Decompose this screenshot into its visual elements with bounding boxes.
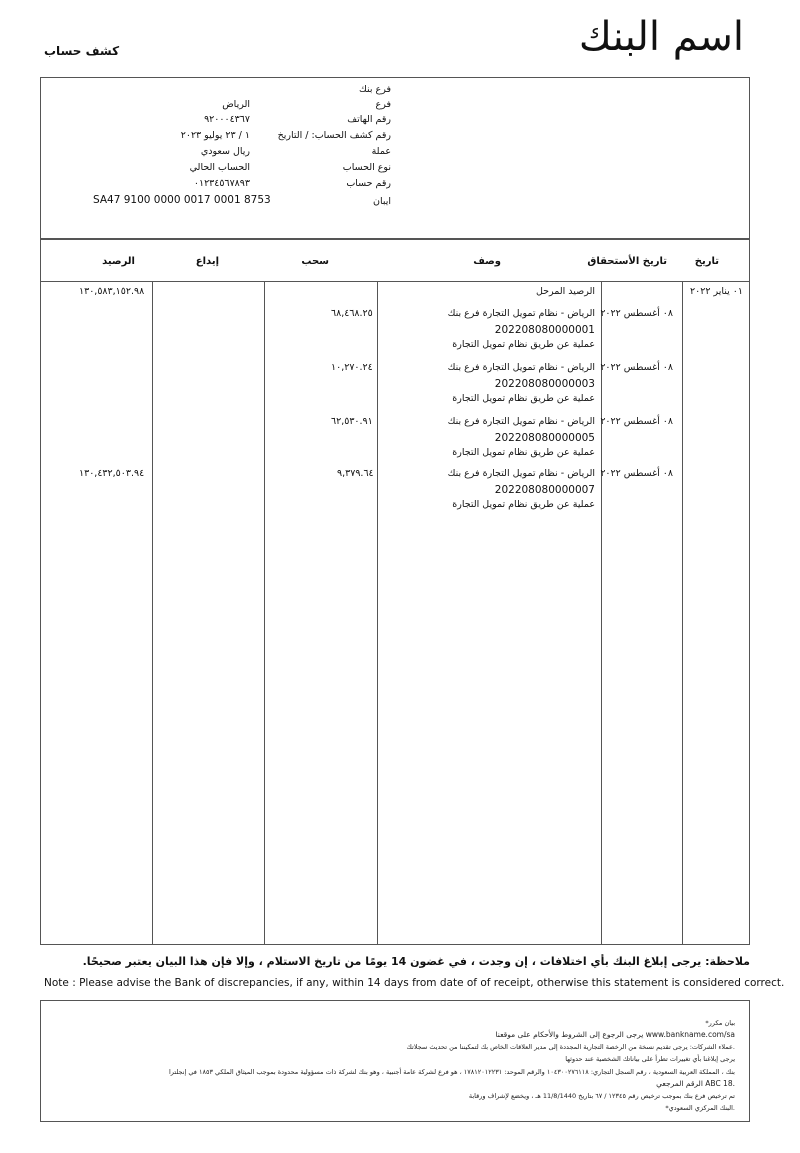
phone-value: ٩٢٠٠٠٤٣٦٧ [204, 114, 250, 125]
row-withdrawal: ٦٨,٤٦٨.٢٥ [331, 308, 373, 319]
column-divider [682, 282, 683, 944]
note-english: Note : Please advise the Bank of discrepancies, if any, within 14 days from date of of receipt, otherwise this statement is considered correct. [44, 977, 785, 989]
row-description: الرياض - نظام تمويل التجارة فرع بنك [447, 468, 595, 479]
footer-line: .عملاء الشركات: يرجى تقديم نسخة من الرخصة التجارية المجددة إلى مدير العلاقات الخاص بك لتمكيننا من تحديث سجلاتك [406, 1043, 735, 1051]
row-value-date: ٠٨ أغسطس ٢٠٢٢ [600, 362, 673, 373]
opening-balance: ١٣٠,٥٨٣,١٥٢.٩٨ [79, 286, 145, 297]
footer-box [40, 1000, 750, 1122]
statement-no-date-value: ١ / ٢٣ يوليو ٢٠٢٣ [180, 130, 250, 141]
footer-line: بيان مكرر* [705, 1019, 735, 1027]
header-value-date: تاريخ الأستحقاق [587, 256, 667, 267]
footer-line: .البنك المركزي السعودي* [665, 1104, 735, 1112]
column-divider [264, 282, 265, 944]
header-balance: الرصيد [102, 256, 135, 267]
footer-line: www.bankname.com/sa يرجى الرجوع إلى الشروط والأحكام على موقعنا [495, 1030, 735, 1039]
row-reference: 202208080000003 [494, 378, 595, 390]
header-deposit: إيداع [195, 256, 219, 267]
account-info-box [40, 77, 750, 239]
header-description: وصف [473, 256, 501, 267]
currency-value: ريال سعودي [200, 146, 250, 157]
account-no-label: رقم حساب [346, 178, 391, 189]
column-divider [377, 282, 378, 944]
row-value-date: ٠٨ أغسطس ٢٠٢٢ [600, 308, 673, 319]
footer-line: بنك ، المملكة العربية السعودية ، رقم السجل التجاري: ١٠٤٣٠٠٢٧٦١١٨ والرقم الموحد: ١٧٨١٢٠١٢٢٣١ ، هو فرع لشركة عامة أجنبية ، وهو بنك لشركة ذات مسؤولية محدودة بموجب الميثاق الملكي ١٨٥٣ في إنجلترا [169, 1068, 735, 1076]
row-balance: ١٣٠,٤٣٢,٥٠٣.٩٤ [79, 468, 145, 479]
row-reference: 202208080000005 [494, 432, 595, 444]
row-value-date: ٠٨ أغسطس ٢٠٢٢ [600, 468, 673, 479]
row-withdrawal: ٦٢,٥٣٠.٩١ [331, 416, 373, 427]
phone-label: رقم الهاتف [347, 114, 391, 125]
footer-line: يرجى إبلاغنا بأي تغييرات تطرأ على بياناتك الشخصية عند حدوثها [565, 1055, 735, 1063]
transactions-table [40, 239, 750, 945]
header-date: تاريخ [694, 256, 719, 267]
footer-line: تم ترخيص فرع بنك بموجب ترخيص رقم ١٢٣٤٥ / ٦٧ بتاريخ 11/8/1440 هـ ، ويخضع لإشراف ورقابة [468, 1092, 735, 1100]
row-description: الرياض - نظام تمويل التجارة فرع بنك [447, 308, 595, 319]
branch-value: الرياض [222, 99, 250, 110]
footer-line: .ABC 18 الرقم المرجعي [656, 1079, 735, 1088]
column-divider [601, 282, 602, 944]
bank-name: اسم البنك [578, 14, 744, 60]
note-arabic: ملاحظة: يرجى إبلاغ البنك بأي اختلافات ، إن وجدت ، في غضون 14 يومًا من تاريخ الاستلام ، وإلا فإن هذا البيان يعتبر صحيحًا. [82, 955, 750, 968]
opening-date: ٠١ يناير ٢٠٢٢ [690, 286, 743, 297]
document-title: كشف حساب [44, 44, 120, 58]
column-divider [152, 282, 153, 944]
iban-value: SA47 9100 0000 0017 0001 8753 [93, 194, 271, 206]
row-withdrawal: ١٠,٢٧٠.٢٤ [331, 362, 373, 373]
row-description-note: عملية عن طريق نظام تمويل التجارة [452, 339, 595, 350]
statement-no-date-label: رقم كشف الحساب: / التاريخ [277, 130, 391, 141]
account-no-value: ٠١٢٣٤٥٦٧٨٩٣ [193, 178, 250, 189]
row-reference: 202208080000001 [494, 324, 595, 336]
branch-name-label: فرع بنك [359, 84, 391, 95]
opening-description: الرصيد المرحل [535, 286, 595, 297]
account-type-value: الحساب الحالي [189, 162, 250, 173]
row-description: الرياض - نظام تمويل التجارة فرع بنك [447, 362, 595, 373]
header-withdrawal: سحب [301, 256, 329, 267]
account-type-label: نوع الحساب [342, 162, 391, 173]
row-withdrawal: ٩,٣٧٩.٦٤ [337, 468, 374, 479]
row-description-note: عملية عن طريق نظام تمويل التجارة [452, 447, 595, 458]
row-reference: 202208080000007 [494, 484, 595, 496]
iban-label: ايبان [372, 196, 391, 207]
branch-label: فرع [375, 99, 391, 110]
row-description-note: عملية عن طريق نظام تمويل التجارة [452, 499, 595, 510]
table-header-row [41, 240, 749, 282]
row-description: الرياض - نظام تمويل التجارة فرع بنك [447, 416, 595, 427]
row-value-date: ٠٨ أغسطس ٢٠٢٢ [600, 416, 673, 427]
currency-label: عملة [371, 146, 391, 157]
row-description-note: عملية عن طريق نظام تمويل التجارة [452, 393, 595, 404]
